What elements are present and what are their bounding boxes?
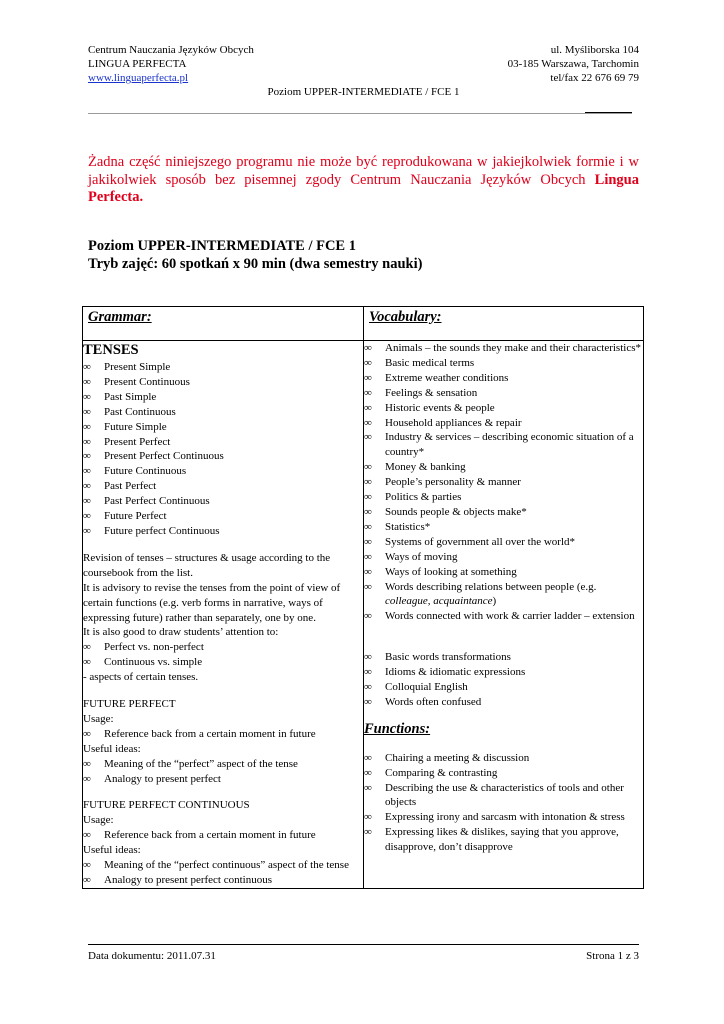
infinity-bullet-icon: ∞ xyxy=(364,520,372,533)
street-address: ul. Myśliborska 104 xyxy=(550,44,639,56)
list-item: ∞ Money & banking xyxy=(364,461,466,474)
list-item: ∞ Idioms & idiomatic expressions xyxy=(364,666,526,679)
infinity-bullet-icon: ∞ xyxy=(364,491,372,504)
future-perfect-continuous-title: FUTURE PERFECT CONTINUOUS xyxy=(83,799,250,812)
infinity-bullet-icon: ∞ xyxy=(83,510,91,523)
vocabulary-extra-list xyxy=(364,650,643,710)
list-item: ∞ Words connected with work & carrier ladder – extension xyxy=(364,610,635,623)
list-item: ∞ Historic events & people xyxy=(364,401,495,414)
list-item: ∞ Future Simple xyxy=(83,420,167,433)
infinity-bullet-icon: ∞ xyxy=(364,610,372,623)
header-divider xyxy=(88,113,632,114)
grammar-column xyxy=(83,341,364,889)
list-item: ∞ Industry & services – describing economic situation of a country* xyxy=(364,431,634,459)
infinity-bullet-icon: ∞ xyxy=(83,375,91,388)
vocabulary-header-cell xyxy=(364,307,644,341)
infinity-bullet-icon: ∞ xyxy=(83,829,91,842)
list-item: ∞ People’s personality & manner xyxy=(364,476,521,489)
infinity-bullet-icon: ∞ xyxy=(83,450,91,463)
infinity-bullet-icon: ∞ xyxy=(364,431,372,444)
course-level xyxy=(88,238,422,273)
infinity-bullet-icon: ∞ xyxy=(364,416,372,429)
revision-advice: It is advisory to revise the tenses from the point of view of certain functions (e.g. verb forms in narrative, ways of expressing future) rather than separately, one by one. xyxy=(83,581,341,624)
infinity-bullet-icon: ∞ xyxy=(364,342,372,354)
header-level: Poziom UPPER-INTERMEDIATE / FCE 1 xyxy=(267,86,460,98)
list-item: ∞ Ways of looking at something xyxy=(364,565,517,578)
infinity-bullet-icon: ∞ xyxy=(364,461,372,474)
attention-list xyxy=(83,640,363,670)
infinity-bullet-icon: ∞ xyxy=(364,476,372,489)
list-item: ∞ Meaning of the “perfect continuous” aspect of the tense xyxy=(83,859,349,872)
list-item: ∞ Basic words transformations xyxy=(364,651,511,664)
list-item: ∞ Perfect vs. non-perfect xyxy=(83,641,204,654)
list-item: ∞ Extreme weather conditions xyxy=(364,371,509,384)
infinity-bullet-icon: ∞ xyxy=(83,757,91,770)
infinity-bullet-icon: ∞ xyxy=(83,405,91,418)
list-item: ∞ Describing the use & characteristics of tools and other objects xyxy=(364,781,624,809)
list-item: ∞ Future Perfect xyxy=(83,510,167,523)
list-item: ∞ Analogy to present perfect continuous xyxy=(83,874,273,886)
list-item: ∞ Reference back from a certain moment in future xyxy=(83,829,316,842)
course-mode: Tryb zajęć: 60 spotkań x 90 min (dwa semestry nauki) xyxy=(88,255,423,272)
infinity-bullet-icon: ∞ xyxy=(364,826,372,839)
school-name: Centrum Nauczania Języków Obcych xyxy=(88,44,254,56)
infinity-bullet-icon: ∞ xyxy=(364,565,372,578)
revision-attention: It is also good to draw students’ attention to: xyxy=(83,626,279,639)
infinity-bullet-icon: ∞ xyxy=(364,681,372,694)
infinity-bullet-icon: ∞ xyxy=(364,550,372,563)
brand-name: LINGUA PERFECTA xyxy=(88,58,187,70)
list-item: ∞ Comparing & contrasting xyxy=(364,766,498,779)
website-link[interactable]: www.linguaperfecta.pl xyxy=(88,72,189,84)
usage-label: Usage: xyxy=(83,712,114,725)
list-item: ∞ Past Simple xyxy=(83,390,157,403)
list-item: ∞ Past Perfect xyxy=(83,480,157,493)
infinity-bullet-icon: ∞ xyxy=(364,356,372,369)
infinity-bullet-icon: ∞ xyxy=(364,781,372,794)
city-address: 03-185 Warszawa, Tarchomin xyxy=(507,58,639,70)
infinity-bullet-icon: ∞ xyxy=(83,480,91,493)
list-item: ∞ Household appliances & repair xyxy=(364,416,522,429)
fp-ideas-list xyxy=(83,757,363,787)
phone-fax: tel/fax 22 676 69 79 xyxy=(550,72,639,84)
infinity-bullet-icon: ∞ xyxy=(83,874,91,886)
infinity-bullet-icon: ∞ xyxy=(83,656,91,669)
list-item: ∞ Expressing irony and sarcasm with intonation & stress xyxy=(364,811,625,824)
list-item: ∞ Politics & parties xyxy=(364,491,462,504)
infinity-bullet-icon: ∞ xyxy=(364,371,372,384)
notice-text: Żadna część niniejszego programu nie może być reprodukowana w jakiejkolwiek formie i w jakikolwiek sposób bez pisemnej zgody Centrum Nauczania Języków Obcych xyxy=(88,154,639,188)
example-words: colleague, acquaintance xyxy=(385,595,493,608)
ideas-label: Useful ideas: xyxy=(83,844,141,857)
usage-label: Usage: xyxy=(83,814,114,827)
list-item: ∞ Chairing a meeting & discussion xyxy=(364,751,530,764)
infinity-bullet-icon: ∞ xyxy=(83,361,91,373)
infinity-bullet-icon: ∞ xyxy=(364,666,372,679)
infinity-bullet-icon: ∞ xyxy=(83,390,91,403)
infinity-bullet-icon: ∞ xyxy=(83,859,91,872)
list-item: ∞ Meaning of the “perfect” aspect of the tense xyxy=(83,757,298,770)
fpc-ideas-list xyxy=(83,858,363,888)
header-divider-accent xyxy=(585,112,632,113)
list-item: ∞ Past Perfect Continuous xyxy=(83,495,210,508)
infinity-bullet-icon: ∞ xyxy=(364,651,372,664)
functions-list xyxy=(364,751,643,855)
vocabulary-heading: Vocabulary: xyxy=(369,309,442,325)
list-item: ∞ Continuous vs. simple xyxy=(83,656,203,669)
grammar-header-cell xyxy=(83,307,364,341)
infinity-bullet-icon: ∞ xyxy=(364,751,372,764)
list-item: ∞ Systems of government all over the world* xyxy=(364,535,576,548)
infinity-bullet-icon: ∞ xyxy=(364,580,372,593)
level-title: Poziom UPPER-INTERMEDIATE / FCE 1 xyxy=(88,238,356,254)
infinity-bullet-icon: ∞ xyxy=(83,495,91,508)
infinity-bullet-icon: ∞ xyxy=(364,766,372,779)
infinity-bullet-icon: ∞ xyxy=(364,505,372,518)
list-item: ∞ Past Continuous xyxy=(83,405,176,418)
list-item: ∞ Reference back from a certain moment in future xyxy=(83,727,316,740)
footer-divider xyxy=(88,944,639,945)
vocabulary-column xyxy=(364,341,644,889)
list-item: ∞ Words describing relations between people (e.g. colleague, acquaintance) xyxy=(364,580,597,608)
infinity-bullet-icon: ∞ xyxy=(83,420,91,433)
infinity-bullet-icon: ∞ xyxy=(83,772,91,785)
list-item: ∞ Basic medical terms xyxy=(364,356,475,369)
list-item: ∞ Future Continuous xyxy=(83,465,187,478)
list-item: ∞ Present Simple xyxy=(83,361,171,373)
tenses-list xyxy=(83,360,363,539)
list-item: ∞ Present Continuous xyxy=(83,375,190,388)
syllabus-table xyxy=(82,306,644,889)
vocabulary-list xyxy=(364,341,643,624)
list-item: ∞ Ways of moving xyxy=(364,550,458,563)
page-number: Strona 1 z 3 xyxy=(586,950,639,962)
list-item: ∞ Analogy to present perfect xyxy=(83,772,221,785)
future-perfect-title: FUTURE PERFECT xyxy=(83,698,176,711)
functions-heading: Functions: xyxy=(364,720,431,737)
infinity-bullet-icon: ∞ xyxy=(364,811,372,824)
list-item: ∞ Animals – the sounds they make and their characteristics* xyxy=(364,342,641,354)
list-item: ∞ Feelings & sensation xyxy=(364,386,478,399)
list-item: ∞ Expressing likes & dislikes, saying that you approve, disapprove, don’t disapprove xyxy=(364,826,619,854)
infinity-bullet-icon: ∞ xyxy=(83,641,91,654)
infinity-bullet-icon: ∞ xyxy=(83,727,91,740)
page-footer xyxy=(88,950,639,962)
list-item: ∞ Sounds people & objects make* xyxy=(364,505,527,518)
list-item: ∞ Present Perfect xyxy=(83,435,171,448)
aspects-note: - aspects of certain tenses. xyxy=(83,671,199,684)
page-header xyxy=(88,43,639,99)
grammar-heading: Grammar: xyxy=(88,309,152,325)
list-item: ∞ Future perfect Continuous xyxy=(83,524,220,537)
ideas-label: Useful ideas: xyxy=(83,742,141,755)
list-item: ∞ Colloquial English xyxy=(364,681,468,694)
infinity-bullet-icon: ∞ xyxy=(83,435,91,448)
list-item: ∞ Words often confused xyxy=(364,695,482,708)
revision-text: Revision of tenses – structures & usage according to the coursebook from the list. xyxy=(83,551,331,579)
fp-usage-list xyxy=(83,727,363,742)
list-item: ∞ Present Perfect Continuous xyxy=(83,450,224,463)
infinity-bullet-icon: ∞ xyxy=(364,535,372,548)
infinity-bullet-icon: ∞ xyxy=(364,401,372,414)
document-date: Data dokumentu: 2011.07.31 xyxy=(88,950,216,962)
notice-brand: Lingua Perfecta. xyxy=(88,171,639,205)
infinity-bullet-icon: ∞ xyxy=(83,465,91,478)
copyright-notice xyxy=(88,154,639,207)
infinity-bullet-icon: ∞ xyxy=(83,524,91,537)
infinity-bullet-icon: ∞ xyxy=(364,386,372,399)
fpc-usage-list xyxy=(83,828,363,843)
infinity-bullet-icon: ∞ xyxy=(364,695,372,708)
tenses-title: TENSES xyxy=(83,342,139,358)
list-item: ∞ Statistics* xyxy=(364,520,431,533)
